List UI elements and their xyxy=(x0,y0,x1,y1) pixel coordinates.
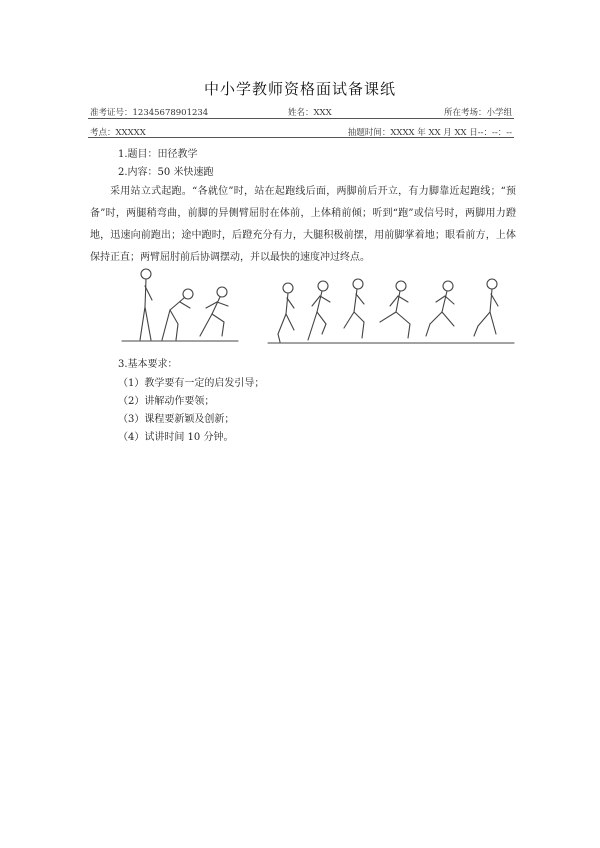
draw-time: 抽题时间：XXXX 年 XX 月 XX 日--：--：-- xyxy=(347,128,512,138)
runner-figure-run-6 xyxy=(474,279,498,336)
topic-line: 1.题目：田径教学 xyxy=(118,149,198,160)
sprint-sequence-illustration xyxy=(118,262,518,348)
exam-site: 考点：XXXXX xyxy=(90,128,146,138)
runner-figure-run-2 xyxy=(308,281,330,340)
runner-figure-set xyxy=(162,289,193,340)
runner-figure-run-1 xyxy=(278,283,294,342)
requirement-item-2: （2）讲解动作要领； xyxy=(118,396,215,407)
header-divider-2 xyxy=(88,137,514,138)
candidate-name: 姓名：XXX xyxy=(288,108,332,118)
requirement-item-3: （3）课程要新颖及创新； xyxy=(118,414,235,425)
requirement-item-4: （4）试讲时间 10 分钟。 xyxy=(118,432,234,443)
exam-room: 所在考场：小学组 xyxy=(443,108,512,118)
requirements-heading: 3.基本要求： xyxy=(118,359,178,370)
runner-figure-run-5 xyxy=(426,281,454,336)
page-title: 中小学教师资格面试备课纸 xyxy=(203,80,396,98)
ticket-number: 准考证号：12345678901234 xyxy=(90,108,209,118)
header-divider-1 xyxy=(88,118,514,119)
runner-figure-run-4 xyxy=(380,281,410,338)
technique-paragraph: 采用站立式起跑。“各就位”时，站在起跑线后面，两脚前后开立，有力脚靠近起跑线；“预备”时，两腿稍弯曲，前脚的异侧臂屈肘在体前，上体稍前倾；听到“跑”或信号时，两脚用力蹬地，迅速向前跑出；途中跑时，后蹬充分有力，大腿积极前摆，用前脚掌着地；眼看前方，上体保持正直；两臂屈肘前后协调摆动，并以最快的速度冲过终点。 xyxy=(90,186,516,263)
runner-figure-drive xyxy=(200,287,228,336)
runner-figure-run-3 xyxy=(344,279,364,338)
content-line: 2.内容：50 米快速跑 xyxy=(118,167,214,178)
runner-figure-ready xyxy=(140,269,152,340)
requirement-item-1: （1）教学要有一定的启发引导； xyxy=(118,378,265,389)
